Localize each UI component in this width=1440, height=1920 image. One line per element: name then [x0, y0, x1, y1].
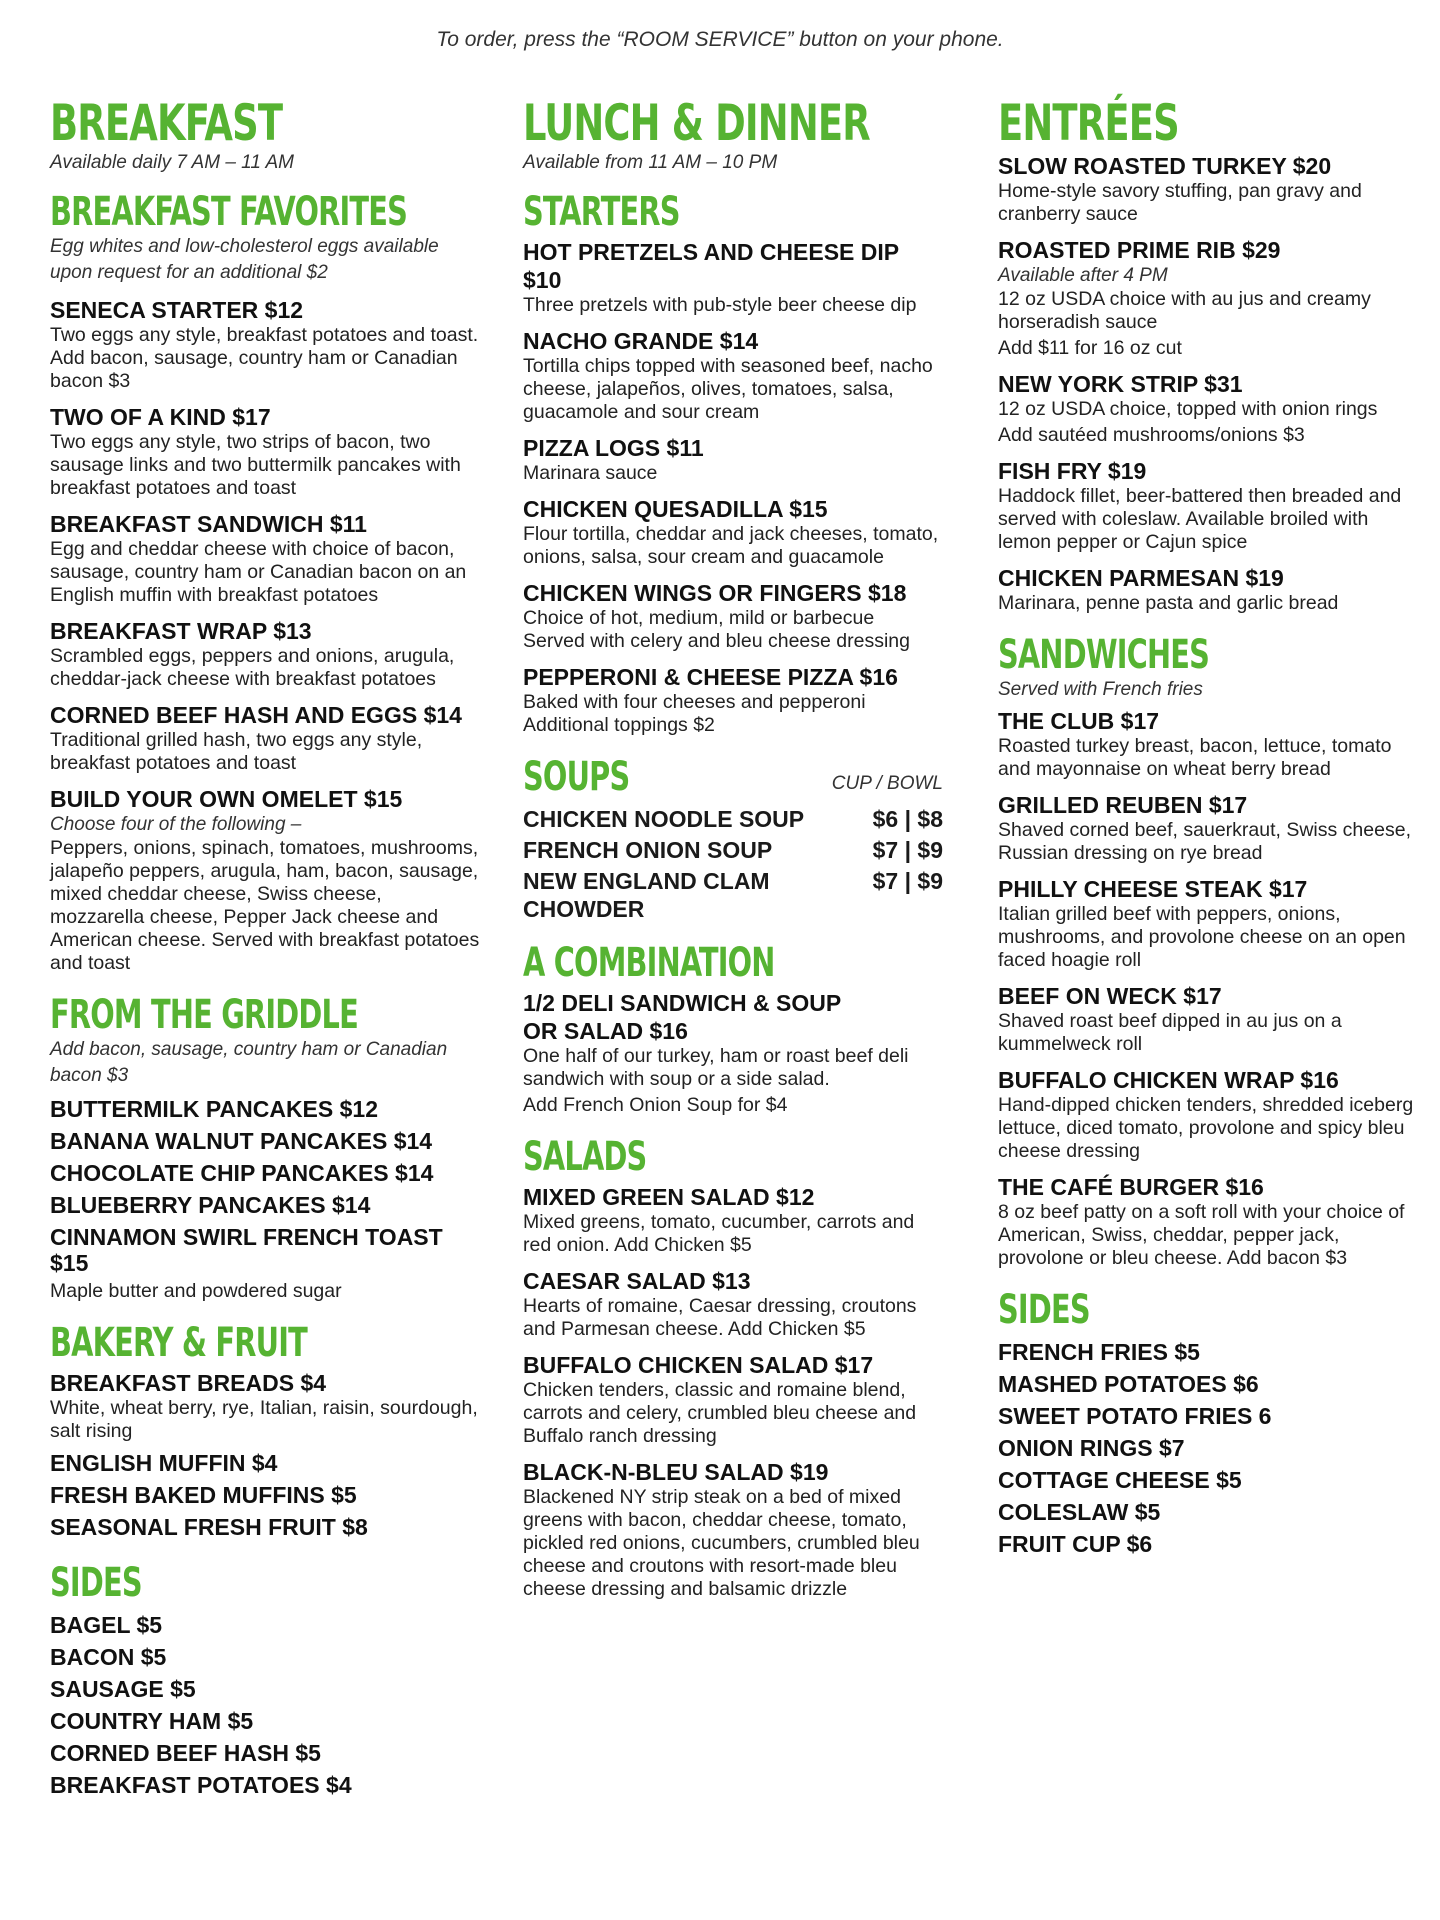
- salads-heading: SALADS: [523, 1134, 647, 1180]
- menu-item-title: BEEF ON WECK $17: [998, 983, 1222, 1009]
- breakfast-favorites-note: Egg whites and low-cholesterol eggs available upon request for an additional $2: [50, 236, 439, 283]
- soups-heading: SOUPS: [523, 754, 630, 800]
- menu-item-description: Egg and cheddar cheese with choice of bacon, sausage, country ham or Canadian bacon on an English muffin with breakfast potatoes: [50, 538, 467, 606]
- menu-item-title: FISH FRY $19: [998, 458, 1147, 484]
- breakfast-sides-list: [50, 1609, 480, 1801]
- menu-item-description: Tortilla chips topped with seasoned beef, nacho cheese, jalapeños, olives, tomatoes, salsa, guacamole and sour cream: [523, 355, 933, 423]
- menu-item-title: BLACK-N-BLEU SALAD $19: [523, 1459, 829, 1485]
- menu-item-note: Available after 4 PM: [998, 265, 1168, 286]
- menu-item-description: Add French Onion Soup for $4: [523, 1094, 788, 1116]
- menu-item: [50, 510, 480, 607]
- menu-item: [523, 1458, 943, 1601]
- list-item: COTTAGE CHEESE $5: [998, 1467, 1242, 1493]
- soup-price: $6 | $8: [872, 806, 943, 832]
- menu-item: [523, 1351, 943, 1448]
- list-item: BACON $5: [50, 1644, 167, 1670]
- menu-item: [523, 238, 943, 317]
- soup-row: [523, 867, 943, 923]
- breakfast-sides-heading: SIDES: [50, 1560, 142, 1606]
- griddle-note: Add bacon, sausage, country ham or Canadian bacon $3: [50, 1039, 448, 1086]
- griddle-heading: FROM THE GRIDDLE: [50, 992, 358, 1038]
- menu-item-description: Marinara sauce: [523, 462, 658, 484]
- menu-item-description: Hand-dipped chicken tenders, shredded iceberg lettuce, diced tomato, provolone and spicy bleu cheese dressing: [998, 1094, 1414, 1162]
- menu-item-title: CHICKEN WINGS OR FINGERS $18: [523, 580, 907, 606]
- soup-name: FRENCH ONION SOUP: [523, 837, 773, 863]
- menu-item-description: Roasted turkey breast, bacon, lettuce, tomato and mayonnaise on wheat berry bread: [998, 735, 1392, 780]
- menu-item-description: Choice of hot, medium, mild or barbecue: [523, 607, 875, 629]
- menu-item-title: PHILLY CHEESE STEAK $17: [998, 876, 1308, 902]
- menu-item-description: Hearts of romaine, Caesar dressing, croutons and Parmesan cheese. Add Chicken $5: [523, 1295, 917, 1340]
- lunch-dinner-heading: LUNCH & DINNER: [523, 94, 870, 152]
- soup-row: [523, 836, 943, 864]
- menu-item-description: Traditional grilled hash, two eggs any style, breakfast potatoes and toast: [50, 729, 423, 774]
- breakfast-heading: BREAKFAST: [50, 94, 283, 152]
- menu-item-description: Home-style savory stuffing, pan gravy and cranberry sauce: [998, 180, 1362, 225]
- menu-item-title: BUFFALO CHICKEN SALAD $17: [523, 1352, 874, 1378]
- menu-item: [50, 403, 480, 500]
- menu-item: [998, 370, 1418, 447]
- menu-item-title: CAESAR SALAD $13: [523, 1268, 751, 1294]
- soup-price: $7 | $9: [872, 868, 943, 894]
- menu-item: [998, 457, 1418, 554]
- menu-item-title: PIZZA LOGS $11: [523, 435, 704, 461]
- menu-item-title: TWO OF A KIND $17: [50, 404, 271, 430]
- menu-item: [50, 617, 480, 691]
- menu-item: [998, 564, 1418, 615]
- menu-item-description: Two eggs any style, breakfast potatoes and toast. Add bacon, sausage, country ham or Canadian bacon $3: [50, 324, 479, 392]
- menu-item-description: Baked with four cheeses and pepperoni: [523, 691, 866, 713]
- list-item: CORNED BEEF HASH $5: [50, 1740, 321, 1766]
- menu-item-description: 12 oz USDA choice, topped with onion rings: [998, 398, 1378, 420]
- menu-item-description: Additional toppings $2: [523, 714, 715, 736]
- menu-item-title: BUFFALO CHICKEN WRAP $16: [998, 1067, 1339, 1093]
- list-item: BANANA WALNUT PANCAKES $14: [50, 1128, 433, 1154]
- list-item: MASHED POTATOES $6: [998, 1371, 1259, 1397]
- menu-item-description: Haddock fillet, beer-battered then breaded and served with coleslaw. Available broiled with lemon pepper or Cajun spice: [998, 485, 1402, 553]
- menu-item-description: Two eggs any style, two strips of bacon, two sausage links and two buttermilk pancakes with breakfast potatoes and toast: [50, 431, 461, 499]
- list-item: BAGEL $5: [50, 1612, 163, 1638]
- list-item: FRESH BAKED MUFFINS $5: [50, 1482, 357, 1508]
- menu-item-description: Scrambled eggs, peppers and onions, arugula, cheddar-jack cheese with breakfast potatoes: [50, 645, 455, 690]
- breakfast-favorites-heading: BREAKFAST FAVORITES: [50, 189, 408, 235]
- menu-item: [523, 1183, 943, 1257]
- menu-item: [50, 701, 480, 775]
- menu-item-description: Italian grilled beef with peppers, onions, mushrooms, and provolone cheese on an open faced hoagie roll: [998, 903, 1406, 971]
- starters-heading: STARTERS: [523, 189, 680, 235]
- sides-heading: SIDES: [998, 1287, 1090, 1333]
- sandwiches-heading: SANDWICHES: [998, 632, 1210, 678]
- menu-item: [523, 663, 943, 737]
- menu-item-title: SLOW ROASTED TURKEY $20: [998, 153, 1332, 179]
- menu-item-description: Served with celery and bleu cheese dressing: [523, 630, 910, 652]
- sandwiches-note: Served with French fries: [998, 679, 1203, 700]
- cup-bowl-label: CUP / BOWL: [831, 773, 943, 794]
- soups-header: [523, 755, 943, 799]
- sides-list: [998, 1336, 1418, 1560]
- list-item: COUNTRY HAM $5: [50, 1708, 254, 1734]
- menu-item-description: Peppers, onions, spinach, tomatoes, mushrooms, jalapeño peppers, arugula, ham, bacon, sausage, mixed cheddar cheese, Swiss cheese, mozzarella cheese, Pepper Jack cheese and American cheese. Served with breakfast potatoes and toast: [50, 837, 480, 974]
- menu-item-description: Shaved roast beef dipped in au jus on a kummelweck roll: [998, 1010, 1342, 1055]
- list-item: ONION RINGS $7: [998, 1435, 1185, 1461]
- list-item: CHOCOLATE CHIP PANCAKES $14: [50, 1160, 434, 1186]
- menu-item-title: CHICKEN PARMESAN $19: [998, 565, 1284, 591]
- lunch-dinner-hours: Available from 11 AM – 10 PM: [523, 152, 778, 173]
- menu-item-title: THE CLUB $17: [998, 708, 1160, 734]
- menu-item-description: 8 oz beef patty on a soft roll with your choice of American, Swiss, cheddar, pepper jack, provolone or bleu cheese. Add bacon $3: [998, 1201, 1405, 1269]
- menu-item: [523, 495, 943, 569]
- menu-item: [998, 707, 1418, 781]
- menu-item: [523, 989, 943, 1117]
- menu-item-description: Three pretzels with pub-style beer cheese dip: [523, 294, 917, 316]
- menu-item-title: CHICKEN QUESADILLA $15: [523, 496, 828, 522]
- menu-item-description: Add $11 for 16 oz cut: [998, 337, 1182, 359]
- list-item: BUTTERMILK PANCAKES $12: [50, 1096, 378, 1122]
- soup-name: CHICKEN NOODLE SOUP: [523, 806, 805, 832]
- menu-item: [523, 1267, 943, 1341]
- menu-item: [50, 1369, 480, 1443]
- breakfast-column: [50, 96, 480, 1801]
- menu-item-title: CORNED BEEF HASH AND EGGS $14: [50, 702, 462, 728]
- menu-item-title: HOT PRETZELS AND CHEESE DIP $10: [523, 239, 899, 293]
- lunch-dinner-column: [523, 96, 943, 1601]
- menu-item: [998, 982, 1418, 1056]
- breakfast-hours: Available daily 7 AM – 11 AM: [50, 152, 294, 173]
- menu-item-title: BREAKFAST WRAP $13: [50, 618, 312, 644]
- order-instruction: To order, press the “ROOM SERVICE” button on your phone.: [436, 28, 1004, 51]
- menu-item-title: 1/2 DELI SANDWICH & SOUP OR SALAD $16: [523, 990, 841, 1044]
- menu-item: [523, 327, 943, 424]
- list-item: COLESLAW $5: [998, 1499, 1161, 1525]
- menu-item-title: MIXED GREEN SALAD $12: [523, 1184, 815, 1210]
- menu-item-note: Choose four of the following –: [50, 814, 302, 835]
- menu-item-title: NEW YORK STRIP $31: [998, 371, 1243, 397]
- menu-item: [523, 434, 943, 485]
- list-item: SEASONAL FRESH FRUIT $8: [50, 1514, 368, 1540]
- menu-item-title: THE CAFÉ BURGER $16: [998, 1174, 1264, 1200]
- list-item: SWEET POTATO FRIES 6: [998, 1403, 1272, 1429]
- bakery-list: [50, 1447, 480, 1543]
- menu-item-description: 12 oz USDA choice with au jus and creamy horseradish sauce: [998, 288, 1371, 333]
- entrees-column: [998, 96, 1418, 1560]
- menu-item-description: One half of our turkey, ham or roast beef deli sandwich with soup or a side salad.: [523, 1045, 909, 1090]
- menu-item-title: BREAKFAST SANDWICH $11: [50, 511, 367, 537]
- menu-item-title: SENECA STARTER $12: [50, 297, 304, 323]
- list-item: FRUIT CUP $6: [998, 1531, 1153, 1557]
- list-item: BLUEBERRY PANCAKES $14: [50, 1192, 371, 1218]
- soups-list: [523, 805, 943, 923]
- combination-heading: A COMBINATION: [523, 940, 775, 986]
- menu-item-description: Add sautéed mushrooms/onions $3: [998, 424, 1305, 446]
- bakery-heading: BAKERY & FRUIT: [50, 1320, 307, 1366]
- menu-item-description: Shaved corned beef, sauerkraut, Swiss cheese, Russian dressing on rye bread: [998, 819, 1411, 864]
- menu-item-title: NACHO GRANDE $14: [523, 328, 759, 354]
- menu-item-description: Maple butter and powdered sugar: [50, 1280, 342, 1302]
- menu-item: [998, 1173, 1418, 1270]
- menu-item-title: BREAKFAST BREADS $4: [50, 1370, 327, 1396]
- menu-item: [50, 296, 480, 393]
- menu-item: [998, 152, 1418, 226]
- griddle-list: [50, 1093, 480, 1303]
- soup-price: $7 | $9: [872, 837, 943, 863]
- menu-item-description: Mixed greens, tomato, cucumber, carrots and red onion. Add Chicken $5: [523, 1211, 915, 1256]
- list-item: BREAKFAST POTATOES $4: [50, 1772, 352, 1798]
- menu-item-description: Blackened NY strip steak on a bed of mixed greens with bacon, cheddar cheese, tomato, pickled red onions, cucumbers, crumbled bleu cheese and croutons with resort-made bleu cheese dressing and balsamic drizzle: [523, 1486, 920, 1600]
- entrees-heading: ENTRÉES: [998, 94, 1179, 152]
- list-item: ENGLISH MUFFIN $4: [50, 1450, 278, 1476]
- menu-item-title: ROASTED PRIME RIB $29: [998, 237, 1281, 263]
- menu-item-description: Marinara, penne pasta and garlic bread: [998, 592, 1339, 614]
- menu-item: [523, 579, 943, 653]
- soup-row: [523, 805, 943, 833]
- menu-item: [998, 236, 1418, 360]
- menu-item: [998, 875, 1418, 972]
- soup-name: NEW ENGLAND CLAM CHOWDER: [523, 868, 770, 922]
- menu-item-title: GRILLED REUBEN $17: [998, 792, 1248, 818]
- list-item: SAUSAGE $5: [50, 1676, 196, 1702]
- list-item: CINNAMON SWIRL FRENCH TOAST $15: [50, 1224, 443, 1276]
- menu-item-title: BUILD YOUR OWN OMELET $15: [50, 786, 403, 812]
- menu-item-description: White, wheat berry, rye, Italian, raisin, sourdough, salt rising: [50, 1397, 478, 1442]
- list-item: FRENCH FRIES $5: [998, 1339, 1200, 1365]
- menu-item: [998, 1066, 1418, 1163]
- menu-item-description: Flour tortilla, cheddar and jack cheeses, tomato, onions, salsa, sour cream and guacamole: [523, 523, 939, 568]
- menu-item-description: Chicken tenders, classic and romaine blend, carrots and celery, crumbled bleu cheese and Buffalo ranch dressing: [523, 1379, 917, 1447]
- menu-item: [998, 791, 1418, 865]
- menu-item: [50, 785, 480, 975]
- menu-item-title: PEPPERONI & CHEESE PIZZA $16: [523, 664, 898, 690]
